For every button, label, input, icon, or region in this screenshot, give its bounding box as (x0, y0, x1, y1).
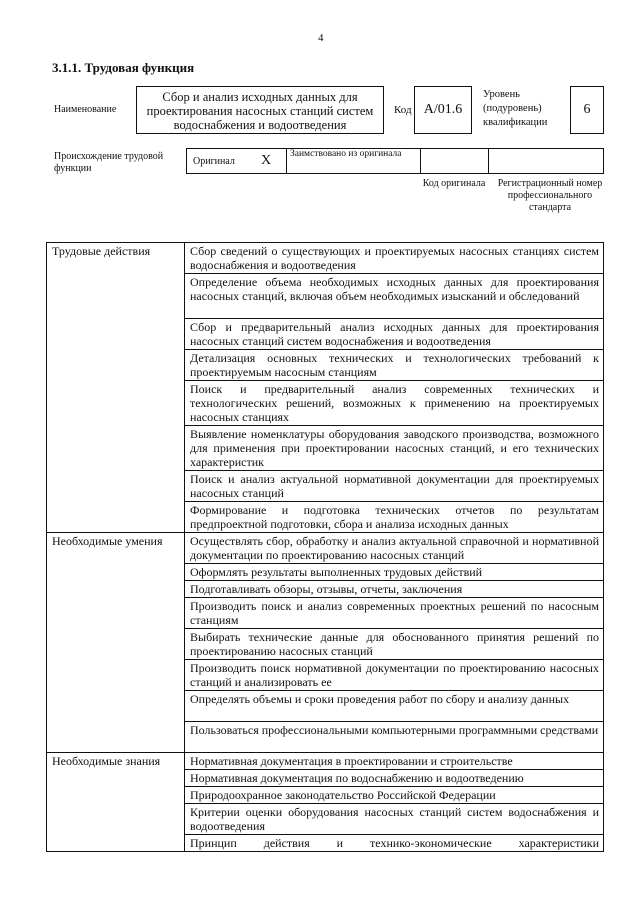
qualification-level-label (483, 88, 563, 130)
table-row (47, 533, 604, 564)
knowledge-item: Критерии оценки оборудования насосных станций систем водоснабжения и водоотведения (185, 804, 604, 835)
skill-item: Определять объемы и сроки проведения работ по сбору и анализу данных (185, 691, 604, 722)
function-table (46, 242, 604, 852)
skill-item: Производить поиск нормативной документации по проектированию насосных станций и анализировать ее (185, 660, 604, 691)
knowledge-item: Принцип действия и технико-экономические характеристики (185, 835, 604, 852)
labor-action-item: Выявление номенклатуры оборудования заводского производства, возможного для применения при проектировании насосных станций, и его технических характеристик (185, 426, 604, 471)
code-label: Код (394, 104, 412, 116)
function-name-box: Сбор и анализ исходных данных для проектирования насосных станций систем водоснабжения и водоотведения (136, 86, 384, 134)
reg-number-caption: Регистрационный номер профессионального стандарта (497, 178, 603, 213)
knowledge-item: Природоохранное законодательство Российской Федерации (185, 787, 604, 804)
labor-action-item: Детализация основных технических и технологических требований к проектируемым насосным станциям (185, 350, 604, 381)
skill-item: Оформлять результаты выполненных трудовых действий (185, 564, 604, 581)
labor-action-item: Поиск и анализ актуальной нормативной документации для проектируемых насосных станций (185, 471, 604, 502)
page-number: 4 (318, 32, 324, 44)
table-row (47, 753, 604, 770)
skill-item: Осуществлять сбор, обработку и анализ актуальной справочной и нормативной документации по проектированию насосных станций (185, 533, 604, 564)
labor-action-item: Сбор и предварительный анализ исходных данных для проектирования насосных станций систем водоснабжения и водоотведения (185, 319, 604, 350)
original-code-cell (420, 148, 488, 174)
labor-action-item: Сбор сведений о существующих и проектируемых насосных станциях систем водоснабжения и водоотведения (185, 243, 604, 274)
section-title: 3.1.1. Трудовая функция (52, 60, 195, 75)
qualification-level-box: 6 (570, 86, 604, 134)
skill-item: Выбирать технические данные для обоснованного принятия решений по проектированию насосных станций (185, 629, 604, 660)
code-value-box: A/01.6 (414, 86, 472, 134)
original-cell: Оригинал (186, 148, 246, 174)
labor-action-item: Определение объема необходимых исходных данных для проектирования насосных станций, включая объем необходимых изысканий и обследований (185, 274, 604, 319)
knowledge-item: Нормативная документация по водоснабжению и водоотведению (185, 770, 604, 787)
origin-row (186, 148, 604, 174)
skill-item: Производить поиск и анализ современных проектных решений по насосным станциям (185, 598, 604, 629)
reg-number-cell (488, 148, 604, 174)
name-label: Наименование (54, 104, 117, 115)
original-code-caption: Код оригинала (422, 178, 486, 189)
knowledge-label: Необходимые знания (47, 753, 185, 852)
origin-label (54, 151, 182, 175)
labor-action-item: Поиск и предварительный анализ современных технических и технологических решений, возможных к применению на проектируемых насосных станциях (185, 381, 604, 426)
labor-actions-label: Трудовые действия (47, 243, 185, 533)
borrowed-cell: Заимствовано из оригинала (286, 148, 420, 174)
qualification-level-label-text: Уровень (подуровень) квалификации (483, 89, 548, 128)
skill-item: Подготавливать обзоры, отзывы, отчеты, заключения (185, 581, 604, 598)
origin-label-text: Происхождение трудовой функции (54, 151, 164, 174)
labor-action-item: Формирование и подготовка технических отчетов по результатам предпроектной подготовки, сбора и анализа исходных данных (185, 502, 604, 533)
table-row (47, 243, 604, 274)
knowledge-item: Нормативная документация в проектировании и строительстве (185, 753, 604, 770)
skill-item: Пользоваться профессиональными компьютерными программными средствами (185, 722, 604, 753)
skills-label: Необходимые умения (47, 533, 185, 753)
original-mark-cell: X (246, 148, 286, 174)
